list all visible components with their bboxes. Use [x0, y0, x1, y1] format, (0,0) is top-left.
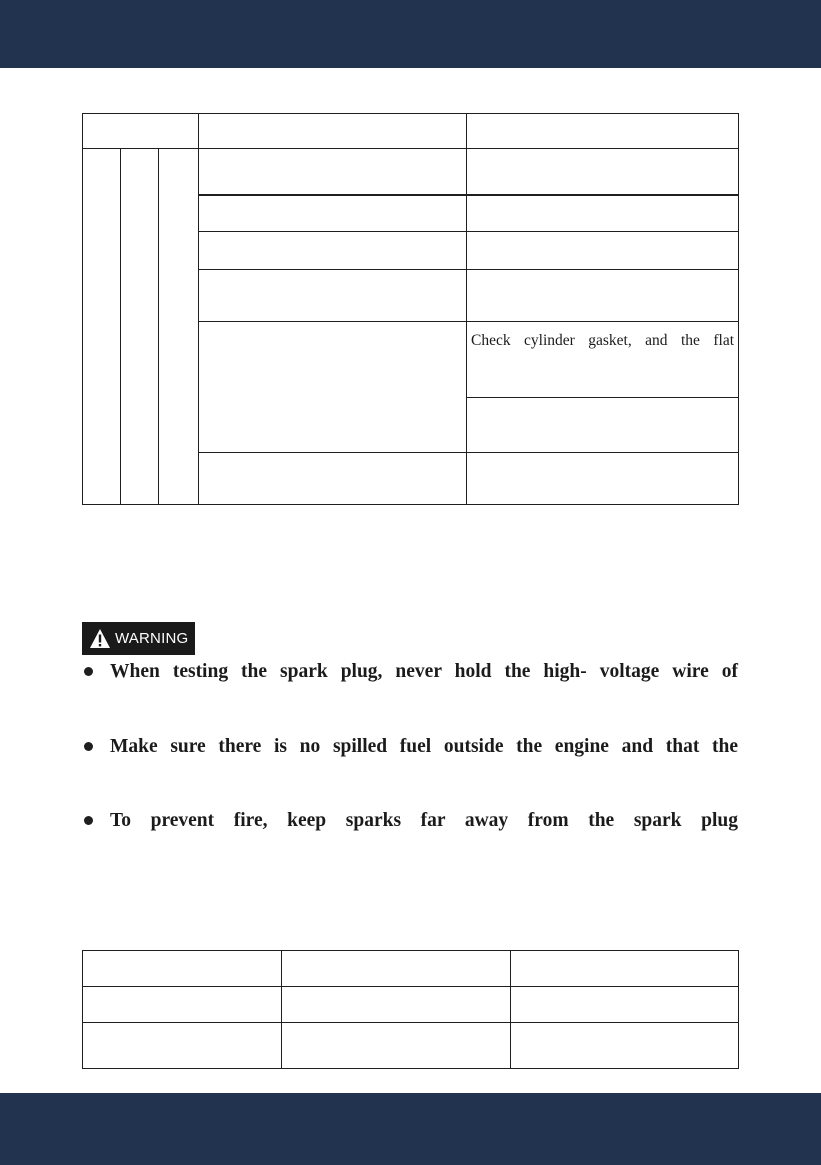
table-cell — [199, 322, 467, 453]
table-cell — [199, 195, 467, 232]
table-cell — [467, 195, 739, 232]
bullet-dot-icon — [84, 742, 93, 751]
table-row — [83, 149, 739, 195]
table-cell — [282, 987, 511, 1023]
table-cell — [121, 149, 159, 505]
footer-band — [0, 1093, 821, 1165]
table-row — [83, 1023, 739, 1069]
table-cell — [467, 270, 739, 322]
table-cell — [467, 232, 739, 270]
header-band — [0, 0, 821, 68]
table-cell — [511, 987, 739, 1023]
table-cell — [467, 322, 739, 398]
table-row — [83, 987, 739, 1023]
warning-bullet — [82, 735, 738, 761]
warning-badge — [82, 622, 195, 655]
table-header-cell — [83, 114, 199, 149]
table-cell — [199, 232, 467, 270]
table-header-row — [83, 951, 739, 987]
table-cell — [467, 398, 739, 453]
warning-bullet-text: When testing the spark plug, never hold the high- voltage wire of — [110, 661, 738, 682]
table-header-cell — [83, 951, 282, 987]
troubleshooting-table — [82, 113, 739, 505]
table-header-row — [83, 114, 739, 149]
table-header-cell — [511, 951, 739, 987]
table-header-cell — [199, 114, 467, 149]
table-cell — [467, 453, 739, 505]
specs-table — [82, 950, 739, 1069]
table-cell — [199, 149, 467, 195]
warning-bullet — [82, 809, 738, 835]
warning-bullet — [82, 660, 738, 686]
gasket-check-text: Check cylinder gasket, and the flat — [471, 332, 735, 349]
table-cell — [83, 987, 282, 1023]
warning-bullet-text: To prevent fire, keep sparks far away from the spark plug — [110, 810, 738, 831]
warning-label: WARNING — [115, 630, 189, 647]
table-cell — [199, 270, 467, 322]
bullet-dot-icon — [84, 667, 93, 676]
table-header-cell — [282, 951, 511, 987]
warning-bullet-text: Make sure there is no spilled fuel outside the engine and that the — [110, 736, 738, 757]
table-cell — [282, 1023, 511, 1069]
warning-triangle-icon — [89, 628, 111, 650]
table-cell — [159, 149, 199, 505]
table-cell — [199, 453, 467, 505]
bullet-dot-icon — [84, 816, 93, 825]
table-cell — [83, 1023, 282, 1069]
table-header-cell — [467, 114, 739, 149]
table-cell — [467, 149, 739, 195]
table-cell — [83, 149, 121, 505]
table-cell — [511, 1023, 739, 1069]
